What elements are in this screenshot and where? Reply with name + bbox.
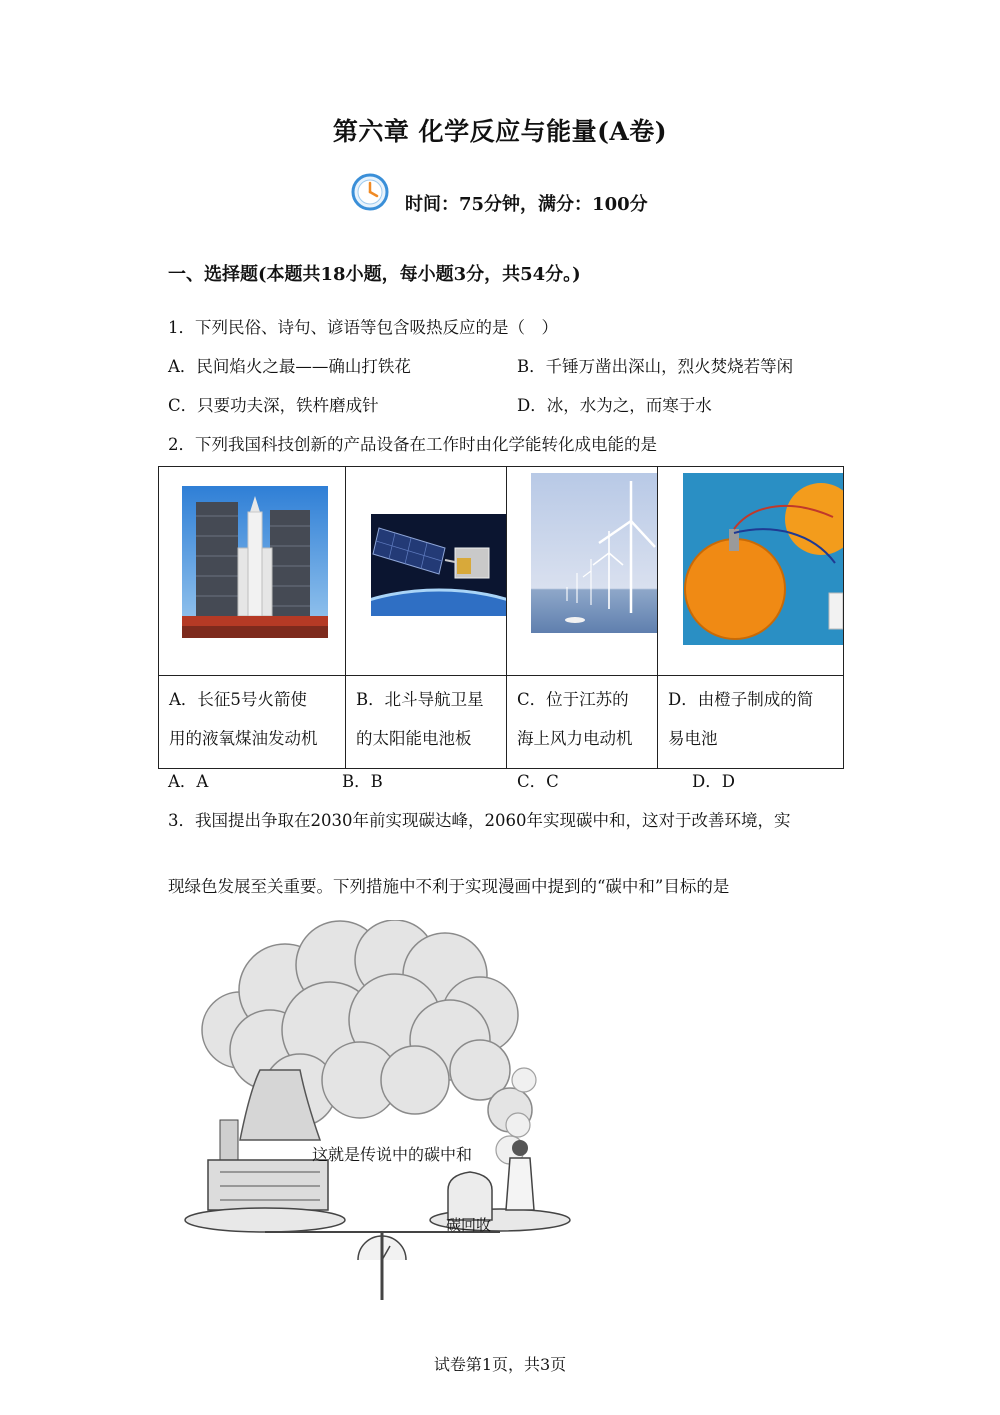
q2-image-cell-d — [658, 467, 844, 676]
page-title: 第六章 化学反应与能量(A卷) — [332, 117, 668, 146]
q2-answer-b: B．B — [342, 772, 383, 791]
q1-option-a: A．民间焰火之最——确山打铁花 — [168, 357, 411, 376]
exam-time-info: 时间：75分钟，满分：100分 — [405, 194, 648, 215]
q1-option-c: C．只要功夫深，铁杵磨成针 — [168, 396, 379, 415]
q2-option-c-line1: C．位于江苏的 — [517, 690, 629, 709]
q1-option-b: B．千锤万凿出深山，烈火焚烧若等闲 — [517, 357, 794, 376]
orange-battery-image — [683, 473, 843, 645]
q2-option-b-line2: 的太阳能电池板 — [356, 729, 472, 748]
q2-option-d-line1: D．由橙子制成的简 — [668, 690, 814, 709]
q2-option-c — [507, 676, 658, 769]
q2-option-d — [658, 676, 844, 769]
q2-option-a-line2: 用的液氧煤油发动机 — [169, 729, 318, 748]
rocket-image — [182, 486, 328, 638]
q2-image-cell-a — [159, 467, 346, 676]
question-2-stem: 2．下列我国科技创新的产品设备在工作时由化学能转化成电能的是 — [168, 435, 657, 454]
wind-turbine-image — [531, 473, 657, 633]
satellite-image — [371, 514, 507, 616]
q2-option-b — [346, 676, 507, 769]
section-heading: 一、选择题(本题共18小题，每小题3分，共54分。) — [168, 264, 581, 285]
carbon-recovery-tank-label: 碳回收 — [446, 1216, 492, 1234]
question-1-stem: 1．下列民俗、诗句、谚语等包含吸热反应的是（ ） — [168, 318, 558, 337]
q1-option-d: D．冰，水为之，而寒于水 — [517, 396, 712, 415]
q2-option-c-line2: 海上风力电动机 — [517, 729, 633, 748]
question-3-stem-line2: 现绿色发展至关重要。下列措施中不利于实现漫画中提到的“碳中和”目标的是 — [168, 877, 730, 896]
q2-option-b-line1: B．北斗导航卫星 — [356, 690, 484, 709]
cartoon-drawing — [180, 920, 580, 1300]
q2-option-table — [158, 466, 844, 769]
question-3-stem-line1: 3．我国提出争取在2030年前实现碳达峰，2060年实现碳中和，这对于改善环境，实 — [168, 811, 791, 830]
q2-answer-a: A．A — [168, 772, 209, 791]
q2-image-cell-b — [346, 467, 507, 676]
q2-answer-d: D．D — [692, 772, 735, 791]
q2-image-cell-c — [507, 467, 658, 676]
q2-option-d-line2: 易电池 — [668, 729, 718, 748]
q2-option-a-line1: A．长征5号火箭使 — [169, 690, 307, 709]
q2-answer-c: C．C — [517, 772, 559, 791]
q2-option-a — [159, 676, 346, 769]
cartoon-caption: 这就是传说中的碳中和 — [312, 1145, 473, 1164]
carbon-neutral-cartoon — [180, 920, 580, 1300]
clock-icon — [350, 172, 390, 212]
page-footer: 试卷第1页，共3页 — [433, 1355, 567, 1374]
